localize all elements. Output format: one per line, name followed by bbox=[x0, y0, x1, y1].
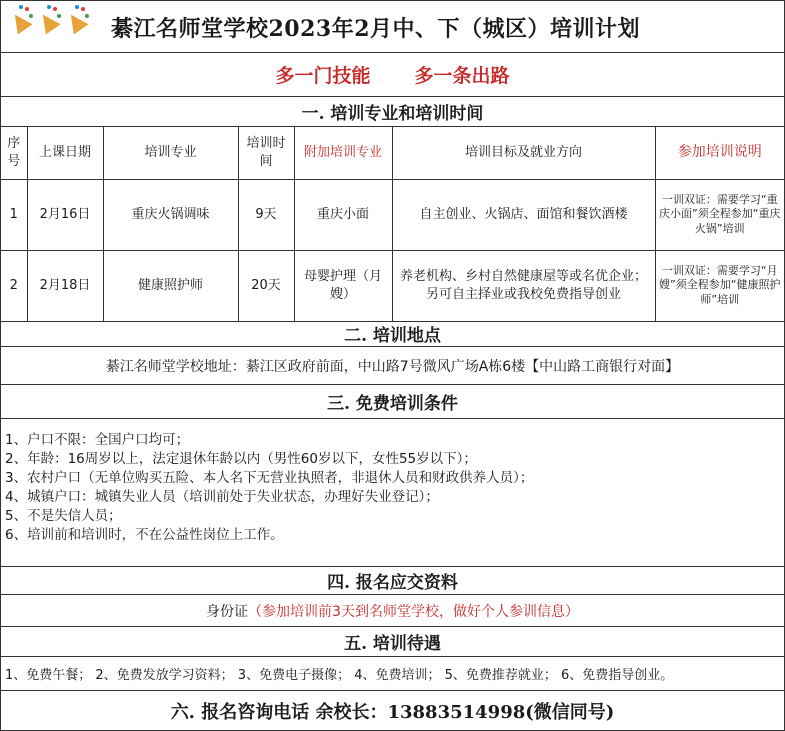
section-heading-documents: 四. 报名应交资料 bbox=[1, 567, 784, 595]
table-cell: 自主创业、火锅店、面馆和餐饮酒楼 bbox=[392, 179, 655, 250]
col-header: 培训专业 bbox=[103, 127, 238, 179]
list-item: 4、城镇户口：城镇失业人员（培训前处于失业状态，办理好失业登记）； bbox=[5, 489, 439, 505]
list-item: 5、不是失信人员； bbox=[5, 508, 122, 524]
slogan-part-1: 多一门技能 bbox=[275, 65, 371, 87]
table-cell: 重庆小面 bbox=[294, 179, 392, 250]
section-heading-schedule: 一. 培训专业和培训时间 bbox=[1, 97, 784, 127]
col-header: 上课日期 bbox=[27, 127, 103, 179]
document-item: 身份证 bbox=[206, 603, 249, 620]
table-row bbox=[1, 250, 784, 321]
table-cell: 重庆火锅调味 bbox=[103, 179, 238, 250]
col-header: 附加培训专业 bbox=[294, 127, 392, 179]
title-row bbox=[1, 1, 784, 53]
section-heading-benefits: 五. 培训待遇 bbox=[1, 627, 784, 657]
section-heading-location: 二. 培训地点 bbox=[1, 321, 784, 347]
table-cell: 1 bbox=[1, 179, 27, 250]
party-popper-icon bbox=[65, 5, 89, 33]
table-cell: 2月18日 bbox=[27, 250, 103, 321]
school-address: 綦江名师堂学校地址：綦江区政府前面，中山路7号微风广场A栋6楼【中山路工商银行对面】 bbox=[1, 347, 784, 385]
list-item: 1、户口不限：全国户口均可； bbox=[5, 432, 190, 448]
table-cell: 一训双证：需要学习“重庆小面”须全程参加“重庆火锅”培训 bbox=[655, 179, 784, 250]
party-popper-icon bbox=[37, 5, 61, 33]
table-cell: 20天 bbox=[238, 250, 294, 321]
document-note: （参加培训前3天到名师堂学校，做好个人参训信息） bbox=[248, 603, 579, 620]
table-cell: 2月16日 bbox=[27, 179, 103, 250]
required-documents bbox=[1, 595, 784, 627]
table-cell: 母婴护理（月嫂） bbox=[294, 250, 392, 321]
list-item: 6、培训前和培训时，不在公益性岗位上工作。 bbox=[5, 527, 284, 543]
col-header: 参加培训说明 bbox=[655, 127, 784, 179]
table-cell: 9天 bbox=[238, 179, 294, 250]
slogan-part-2: 多一条出路 bbox=[414, 65, 510, 87]
col-header: 培训时间 bbox=[238, 127, 294, 179]
slogan bbox=[1, 53, 784, 97]
table-cell: 养老机构、乡村自然健康屋等或名优企业；另可自主择业或我校免费指导创业 bbox=[392, 250, 655, 321]
party-popper-icon bbox=[9, 5, 33, 33]
table-cell: 一训双证：需要学习“月嫂”须全程参加“健康照护师”培训 bbox=[655, 250, 784, 321]
page-title: 綦江名师堂学校2023年2月中、下（城区）培训计划 bbox=[111, 15, 641, 42]
list-item: 3、农村户口（无单位购买五险、本人名下无营业执照者，非退休人员和财政供养人员）； bbox=[5, 470, 534, 486]
col-header: 序号 bbox=[1, 127, 27, 179]
table-header-row bbox=[1, 127, 784, 179]
list-item: 2、年龄：16周岁以上，法定退休年龄以内（男性60岁以下，女性55岁以下）； bbox=[5, 451, 477, 467]
conditions-list bbox=[1, 419, 784, 567]
table-row bbox=[1, 179, 784, 250]
contact-phone: 六. 报名咨询电话 余校长：13883514998(微信同号) bbox=[170, 701, 615, 723]
section-heading-conditions: 三. 免费培训条件 bbox=[1, 385, 784, 419]
training-table bbox=[1, 127, 784, 322]
table-cell: 2 bbox=[1, 250, 27, 321]
benefits-list: 1、免费午餐； 2、免费发放学习资料； 3、免费电子摄像； 4、免费培训； 5、免费推荐就业； 6、免费指导创业。 bbox=[1, 657, 784, 691]
decorative-icons bbox=[9, 5, 95, 39]
col-header: 培训目标及就业方向 bbox=[392, 127, 655, 179]
table-cell: 健康照护师 bbox=[103, 250, 238, 321]
